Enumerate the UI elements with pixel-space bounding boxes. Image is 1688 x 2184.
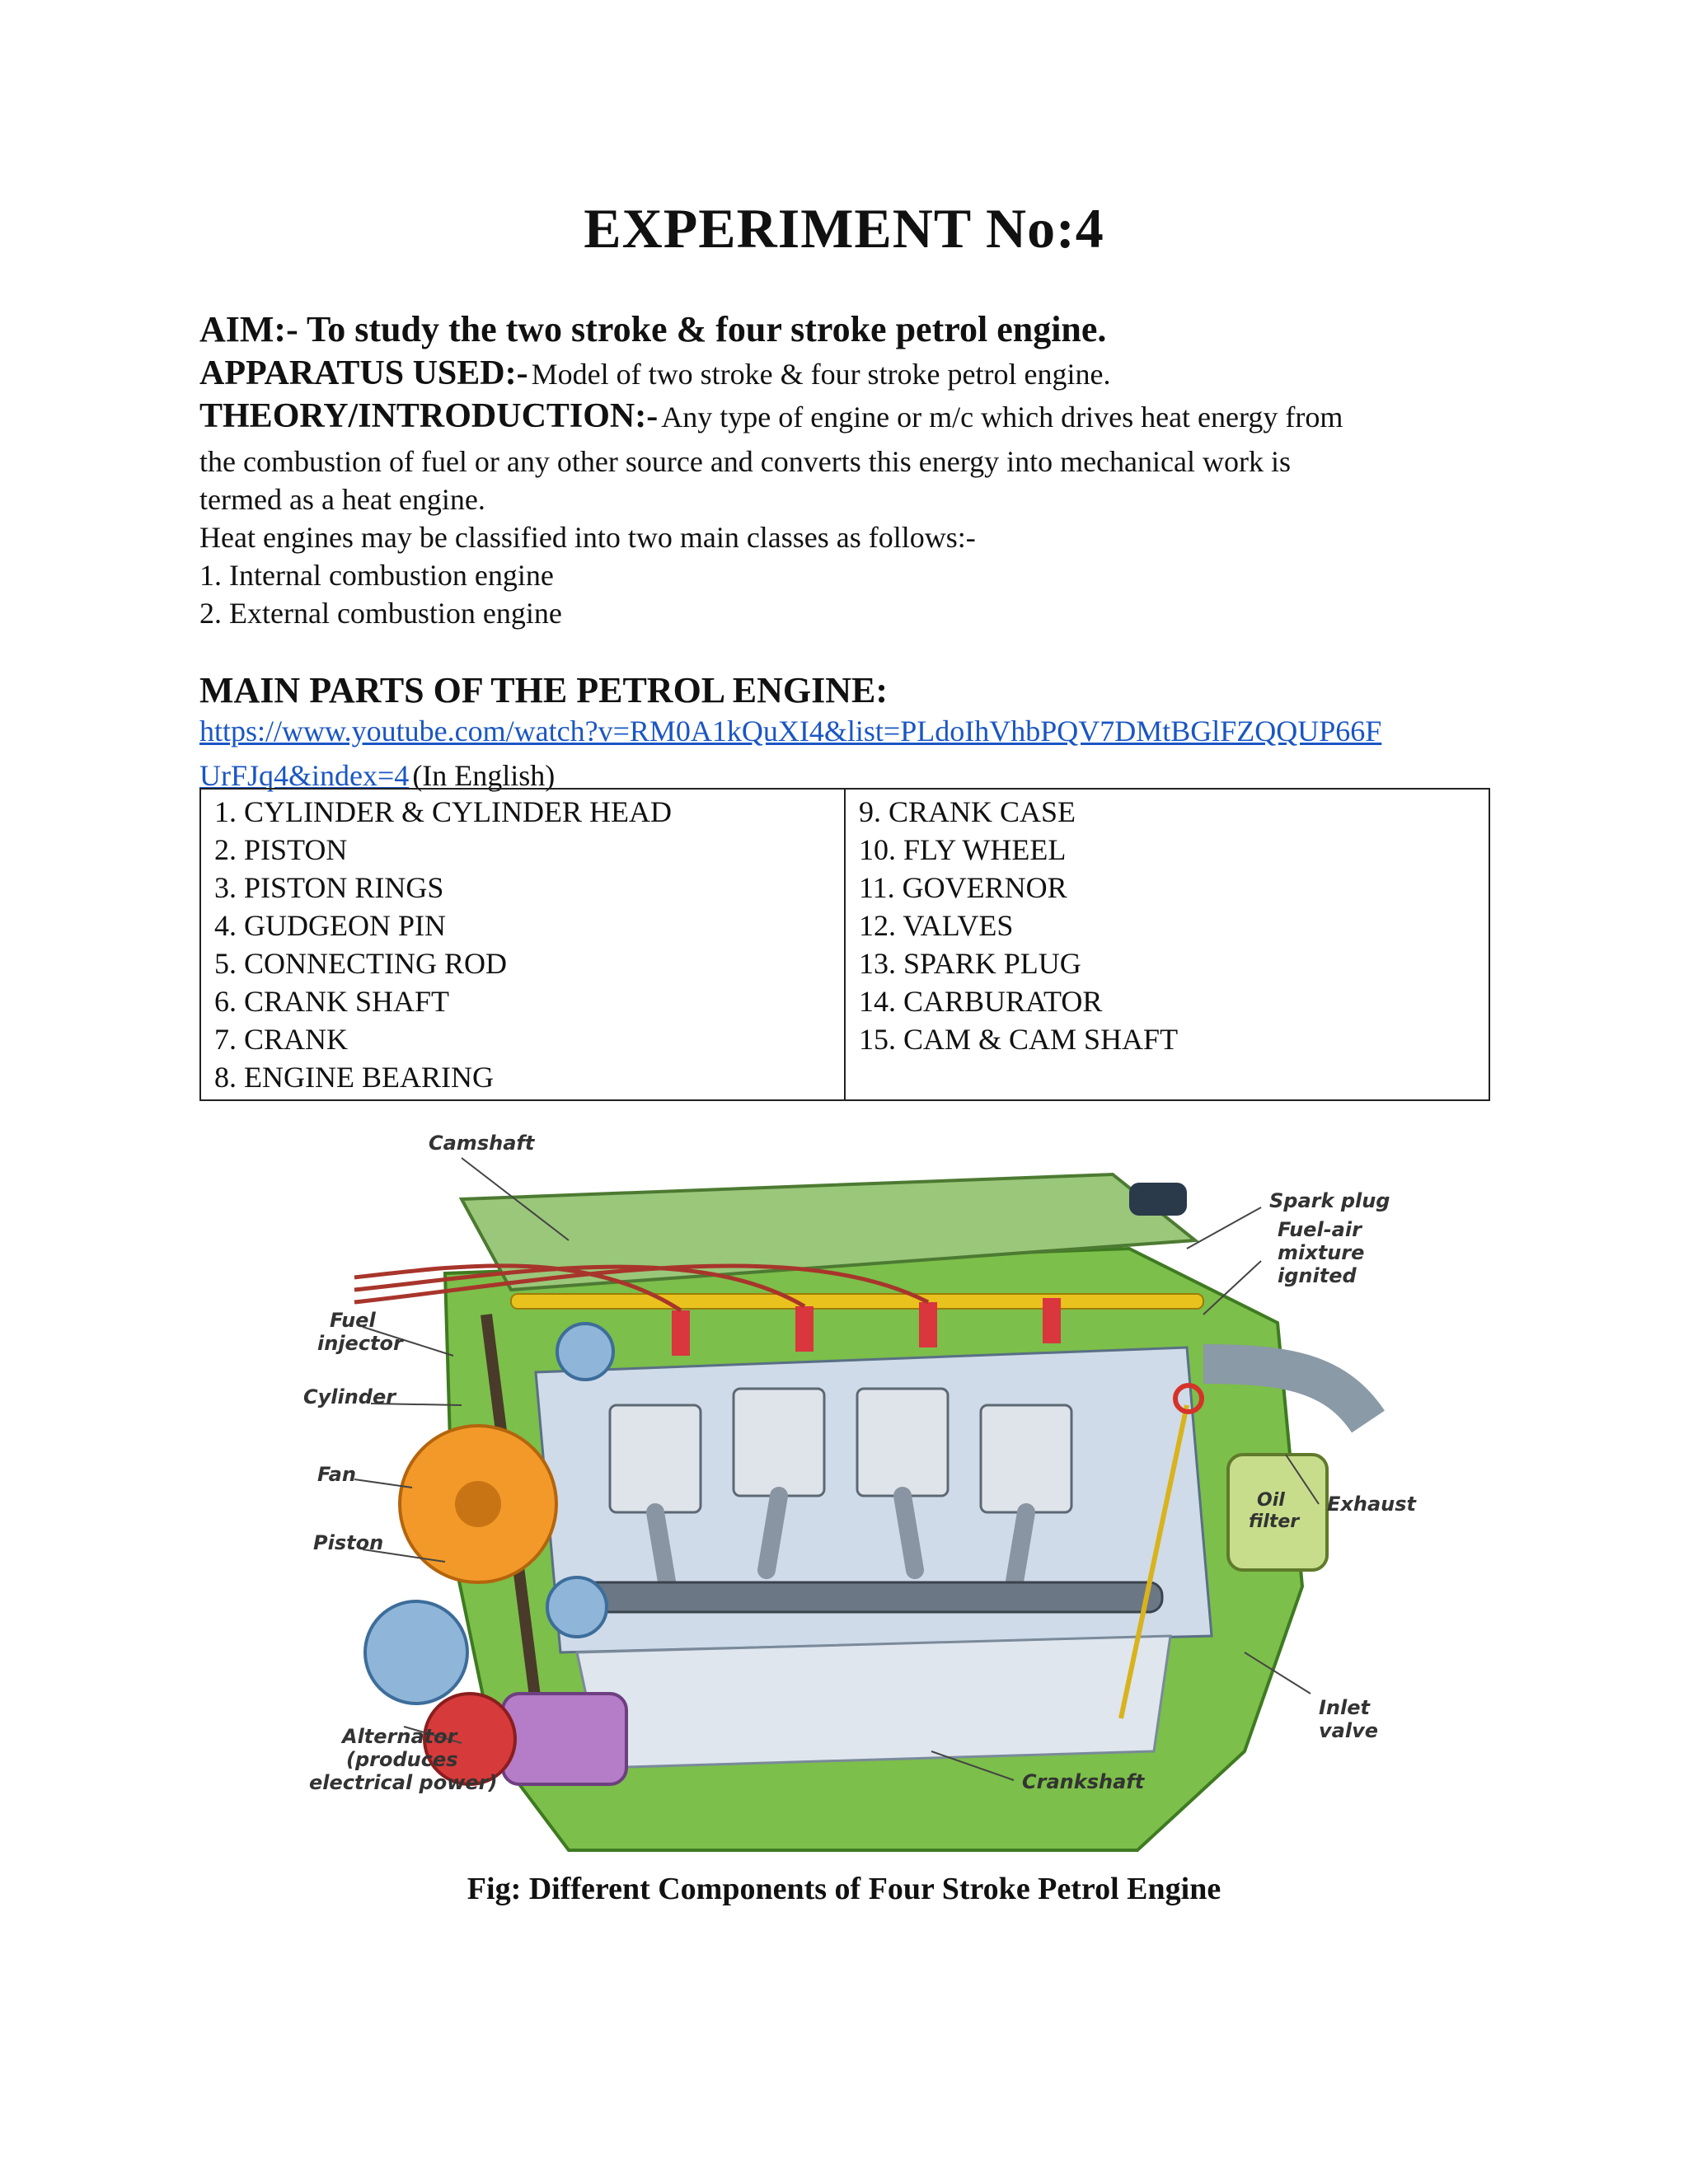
video-link-continued[interactable]: UrFJq4&index=4 — [199, 759, 410, 792]
label-fuel-air: mixture — [1278, 1241, 1365, 1264]
table-row: 13. SPARK PLUG — [859, 947, 1081, 980]
table-row: 3. PISTON RINGS — [214, 871, 444, 904]
camshaft-bar — [511, 1294, 1203, 1309]
label-alternator: (produces — [346, 1748, 458, 1771]
table-row: 1. CYLINDER & CYLINDER HEAD — [214, 795, 672, 828]
video-link[interactable]: https://www.youtube.com/watch?v=RM0A1kQuXI4&list=PLdoIhVhbPQV7DMtBGlFZQQUP66F — [199, 715, 1382, 748]
table-row: 11. GOVERNOR — [859, 871, 1067, 904]
table-row: 15. CAM & CAM SHAFT — [859, 1023, 1179, 1056]
oil-pan — [577, 1636, 1170, 1768]
main-parts-section — [199, 669, 1518, 801]
parts-left-column — [200, 789, 845, 1100]
oil-cap — [1129, 1183, 1187, 1216]
label-fuel-injector: injector — [317, 1332, 403, 1355]
table-row: 9. CRANK CASE — [859, 795, 1076, 828]
aim-section — [199, 307, 1518, 353]
label-oil-filter: Oil — [1257, 1490, 1285, 1511]
theory-section — [199, 397, 1518, 632]
label-camshaft: Camshaft — [429, 1132, 535, 1155]
list-item: 2. External combustion engine — [199, 597, 562, 630]
table-row: 7. CRANK — [214, 1023, 349, 1056]
table-row: 2. PISTON — [214, 833, 348, 866]
table-row: 10. FLY WHEEL — [859, 833, 1067, 866]
crankshaft-bar — [569, 1582, 1162, 1612]
theory-line-1: Any type of engine or m/c which drives heat energy from — [661, 401, 1343, 434]
main-parts-heading: MAIN PARTS OF THE PETROL ENGINE: — [199, 670, 888, 710]
label-fuel-air: Fuel-air — [1278, 1218, 1362, 1241]
label-piston: Piston — [313, 1531, 384, 1554]
list-item: 1. Internal combustion engine — [199, 559, 554, 592]
label-inlet-valve: valve — [1319, 1719, 1378, 1742]
parts-table — [199, 788, 1490, 1101]
label-fan: Fan — [317, 1463, 356, 1486]
label-oil-filter: filter — [1249, 1511, 1300, 1532]
link-note: (In English) — [412, 759, 556, 792]
apparatus-text: Model of two stroke & four stroke petrol engine. — [531, 358, 1111, 391]
apparatus-label: APPARATUS USED:- — [199, 354, 528, 392]
table-row: 14. CARBURATOR — [859, 985, 1103, 1018]
label-alternator: Alternator — [342, 1725, 457, 1748]
theory-line-3: termed as a heat engine. — [199, 483, 485, 516]
theory-line-4: Heat engines may be classified into two main classes as follows:- — [199, 521, 976, 554]
label-cylinder: Cylinder — [303, 1385, 396, 1408]
apparatus-section — [199, 354, 1518, 400]
label-alternator: electrical power) — [309, 1771, 498, 1794]
label-fuel-injector: Fuel — [330, 1309, 376, 1332]
theory-label: THEORY/INTRODUCTION:- — [199, 397, 659, 435]
table-row: 4. GUDGEON PIN — [214, 909, 446, 942]
table-row: 8. ENGINE BEARING — [214, 1061, 494, 1094]
engine-diagram — [297, 1125, 1442, 1867]
label-inlet-valve: Inlet — [1319, 1696, 1370, 1719]
parts-right-column — [845, 789, 1489, 1100]
table-row: 12. VALVES — [859, 909, 1014, 942]
aim-text: To study the two stroke & four stroke petrol engine. — [306, 309, 1107, 349]
table-row: 6. CRANK SHAFT — [214, 985, 450, 1018]
label-spark-plug: Spark plug — [1269, 1189, 1390, 1212]
table-row: 5. CONNECTING ROD — [214, 947, 507, 980]
page-title: EXPERIMENT No:4 — [584, 197, 1104, 260]
label-crankshaft: Crankshaft — [1022, 1770, 1145, 1793]
label-fuel-air: ignited — [1278, 1264, 1357, 1287]
aim-label: AIM:- — [199, 309, 298, 349]
figure-caption: Fig: Different Components of Four Stroke Petrol Engine — [467, 1872, 1221, 1906]
theory-line-2: the combustion of fuel or any other source and converts this energy into mechanical work is — [199, 445, 1291, 478]
label-exhaust: Exhaust — [1327, 1493, 1416, 1516]
